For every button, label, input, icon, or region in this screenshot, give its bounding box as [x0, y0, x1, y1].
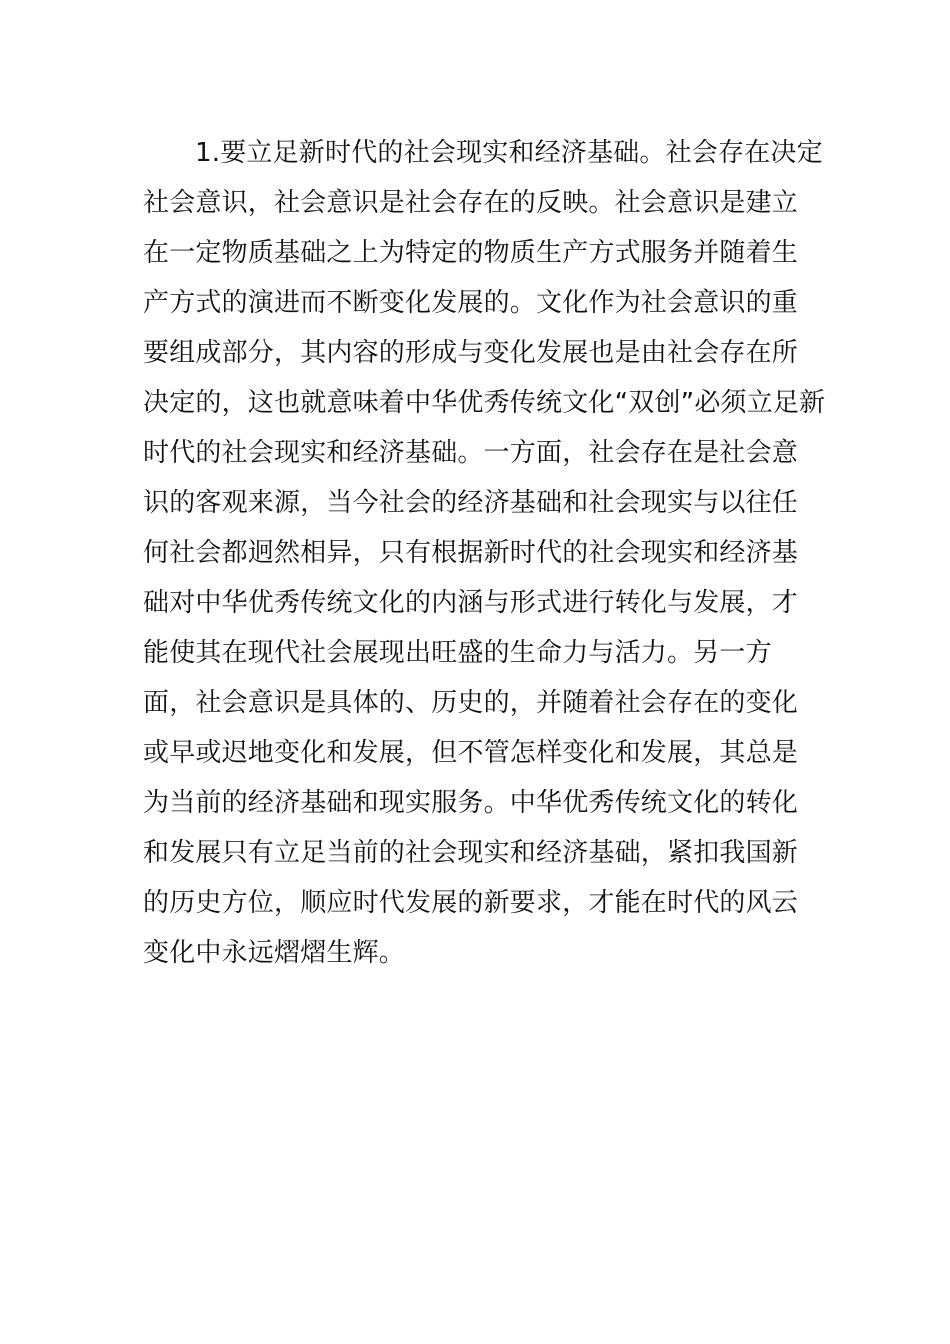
paragraph-line-14: 为当前的经济基础和现实服务。中华优秀传统文化的转化 [143, 788, 799, 818]
paragraph-line-13: 或早或迟地变化和发展，但不管怎样变化和发展，其总是 [143, 738, 799, 768]
body-paragraph [143, 128, 826, 978]
paragraph-line-2: 社会意识，社会意识是社会存在的反映。社会意识是建立 [143, 188, 799, 218]
paragraph-line-5: 要组成部分，其内容的形成与变化发展也是由社会存在所 [143, 338, 799, 368]
paragraph-line-3: 在一定物质基础之上为特定的物质生产方式服务并随着生 [143, 238, 799, 268]
paragraph-line-4: 产方式的演进而不断变化发展的。文化作为社会意识的重 [143, 288, 799, 318]
paragraph-line-15: 和发展只有立足当前的社会现实和经济基础，紧扣我国新 [143, 838, 799, 868]
paragraph-line-11: 能使其在现代社会展现出旺盛的生命力与活力。另一方 [143, 638, 772, 668]
paragraph-line-9: 何社会都迥然相异，只有根据新时代的社会现实和经济基 [143, 538, 799, 568]
paragraph-line-16: 的历史方位，顺应时代发展的新要求，才能在时代的风云 [143, 888, 799, 918]
paragraph-line-6: 决定的，这也就意味着中华优秀传统文化“双创”必须立足新 [143, 388, 826, 418]
paragraph-line-8: 识的客观来源，当今社会的经济基础和社会现实与以往任 [143, 488, 799, 518]
paragraph-line-1: 1.要立足新时代的社会现实和经济基础。社会存在决定 [195, 138, 823, 168]
paragraph-line-12: 面，社会意识是具体的、历史的，并随着社会存在的变化 [143, 688, 799, 718]
paragraph-line-7: 时代的社会现实和经济基础。一方面，社会存在是社会意 [143, 438, 799, 468]
paragraph-line-17: 变化中永远熠熠生辉。 [143, 938, 406, 968]
paragraph-line-10: 础对中华优秀传统文化的内涵与形式进行转化与发展，才 [143, 588, 799, 618]
